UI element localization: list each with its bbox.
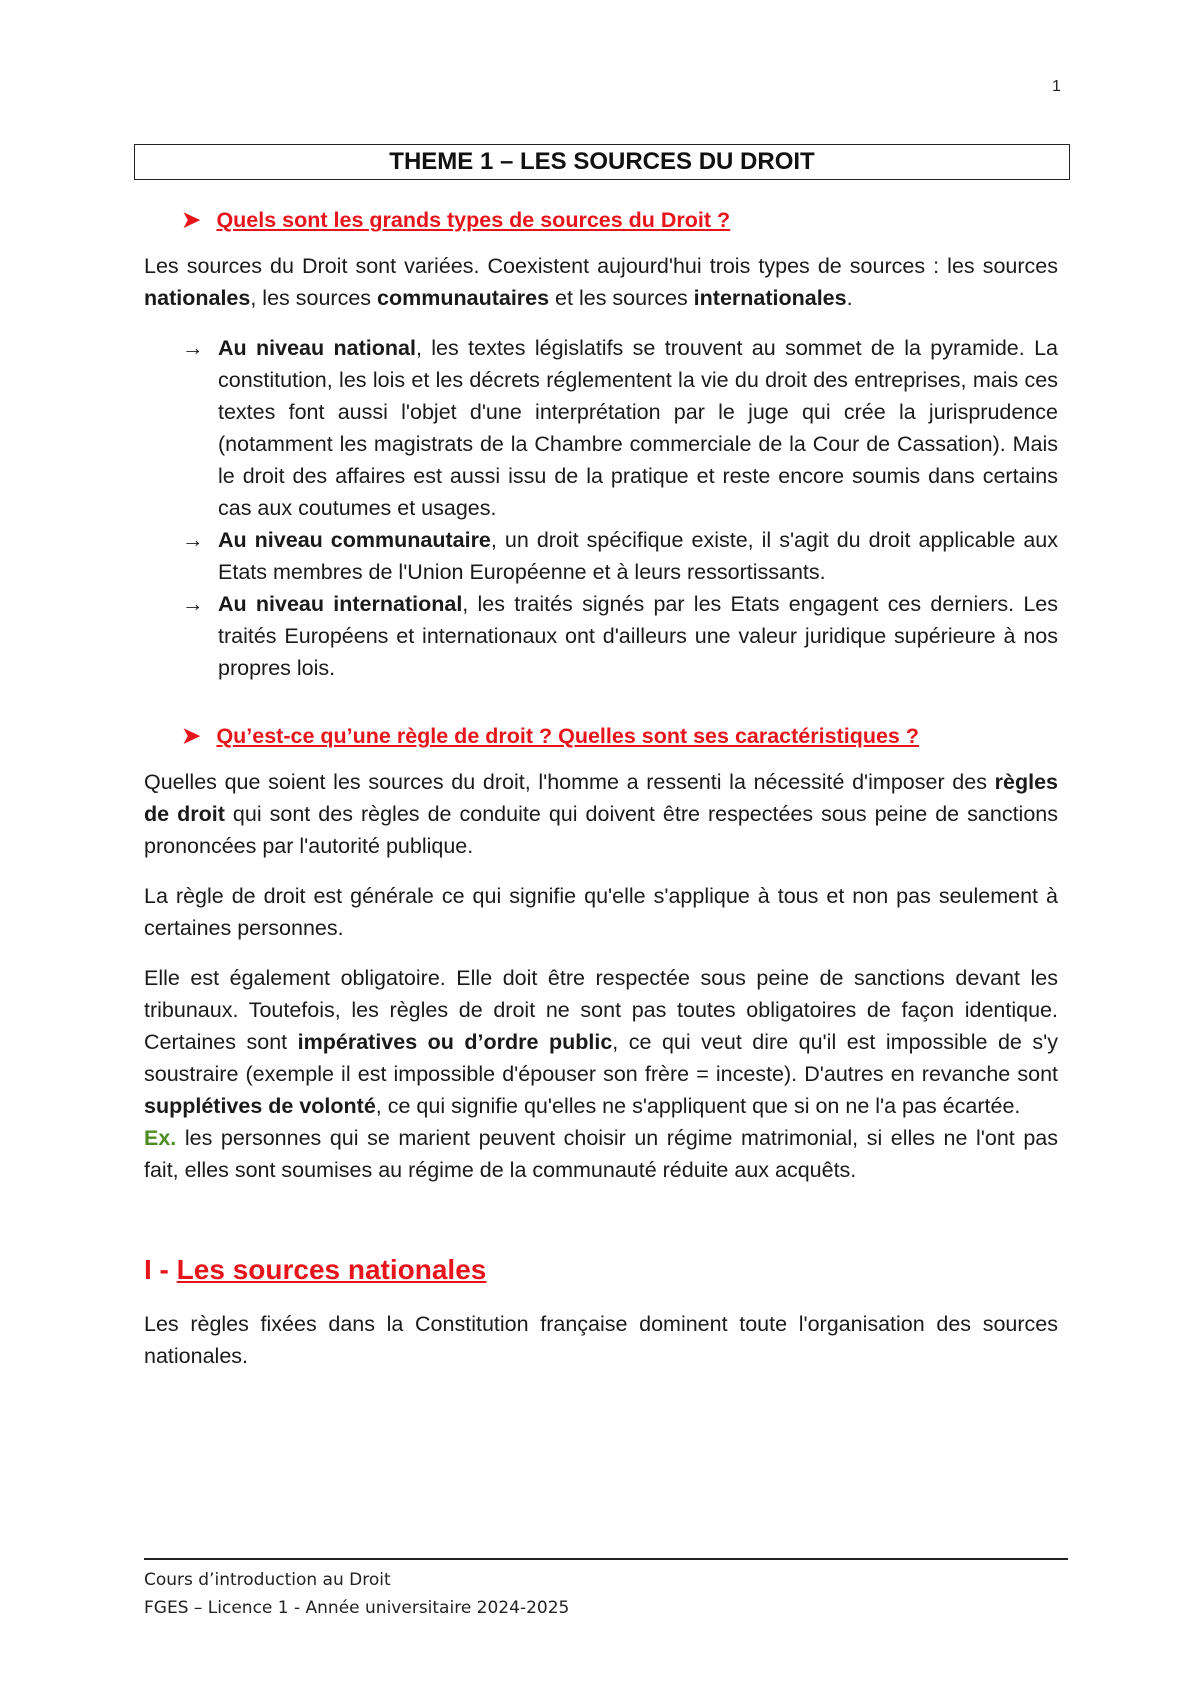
list-item <box>144 588 1058 684</box>
section-number: I - <box>144 1254 177 1285</box>
example-text: les personnes qui se marient peuvent choisir un régime matrimonial, si elles ne l'ont pas fait, elles sont soumises au régime de la communauté réduite aux acquêts. <box>144 1126 1058 1182</box>
intro-bold-nationales: nationales <box>144 286 251 310</box>
intro-text-2: , les sources <box>250 286 378 310</box>
page-title: THEME 1 – LES SOURCES DU DROIT <box>134 144 1070 180</box>
question-1-text: Quels sont les grands types de sources du Droit ? <box>216 208 731 232</box>
question-heading-1 <box>182 204 1058 236</box>
section-heading <box>144 1254 1058 1286</box>
para3-bold-imperatives: impératives ou d’ordre public <box>297 1030 613 1054</box>
para3-text-3: , ce qui signifie qu'elles ne s'appliquent que si on ne l'a pas écartée. <box>375 1094 1021 1118</box>
intro-text-1: Les sources du Droit sont variées. Coexistent aujourd'hui trois types de sources : les sources <box>144 254 1058 278</box>
footer-divider <box>144 1558 1068 1560</box>
list-item-bold: Au niveau national <box>218 336 416 360</box>
intro-bold-internationales: internationales <box>693 286 847 310</box>
page-number: 1 <box>1052 78 1061 95</box>
example-label: Ex. <box>144 1126 177 1150</box>
page-footer <box>144 1566 569 1622</box>
right-arrow-icon: → <box>182 528 204 552</box>
right-arrow-icon: → <box>182 336 204 360</box>
intro-text-3: et les sources <box>549 286 694 310</box>
list-item <box>144 524 1058 588</box>
footer-program-year: FGES – Licence 1 - Année universitaire 2024-2025 <box>144 1598 570 1618</box>
general-rule-paragraph: La règle de droit est générale ce qui signifie qu'elle s'applique à tous et non pas seulement à certaines personnes. <box>144 884 1058 940</box>
para3-text-1: Elle est également obligatoire. Elle doit être respectée sous peine de sanctions devant les tribunaux. Toutefois, les règles de droit ne sont pas toutes obligatoires de façon identique. Certaines sont <box>144 966 1058 1054</box>
arrow-bullet-icon: ➤ <box>182 723 201 748</box>
list-item-bold: Au niveau international <box>218 592 463 616</box>
para3-text-2: , ce qui veut dire qu'il est impossible de s'y soustraire (exemple il est impossible d'épouser son frère = inceste). D'autres en revanche sont <box>144 1030 1058 1086</box>
list-item-text: , les traités signés par les Etats engagent ces derniers. Les traités Européens et internationaux ont d'ailleurs une valeur juridique supérieure à nos propres lois. <box>218 592 1058 680</box>
intro-text-4: . <box>846 286 853 310</box>
para1-bold: règles de droit <box>144 770 1058 826</box>
section-title: Les sources nationales <box>176 1254 487 1285</box>
obligatory-rule-paragraph <box>144 962 1058 1186</box>
list-item-text: , les textes législatifs se trouvent au sommet de la pyramide. La constitution, les lois et les décrets réglementent la vie du droit des entreprises, mais ces textes font aussi l'objet d'une interprétation par le juge qui crée la jurisprudence (notamment les magistrats de la Chambre commerciale de la Cour de Cassation). Mais le droit des affaires est aussi issu de la pratique et reste encore soumis dans certains cas aux coutumes et usages. <box>218 336 1058 520</box>
arrow-bullet-icon: ➤ <box>182 207 201 232</box>
section-paragraph: Les règles fixées dans la Constitution française dominent toute l'organisation des sources nationales. <box>144 1312 1058 1368</box>
question-heading-2 <box>182 720 1058 752</box>
para3-bold-suppletives: supplétives de volonté <box>144 1094 376 1118</box>
para1-text-1: Quelles que soient les sources du droit, l'homme a ressenti la nécessité d'imposer des <box>144 770 995 794</box>
question-2-text: Qu’est-ce qu’une règle de droit ? Quelles sont ses caractéristiques ? <box>216 724 919 748</box>
intro-paragraph <box>144 250 1058 314</box>
list-item-text: , un droit spécifique existe, il s'agit du droit applicable aux Etats membres de l'Union Européenne et à leurs ressortissants. <box>218 528 1058 584</box>
document-body <box>144 204 1058 1390</box>
para1-text-2: qui sont des règles de conduite qui doivent être respectées sous peine de sanctions prononcées par l'autorité publique. <box>144 802 1058 858</box>
intro-bold-communautaires: communautaires <box>377 286 550 310</box>
list-item-bold: Au niveau communautaire <box>218 528 491 552</box>
right-arrow-icon: → <box>182 592 204 616</box>
footer-course-name: Cours d’introduction au Droit <box>144 1570 391 1590</box>
source-levels-list <box>144 332 1058 684</box>
list-item <box>144 332 1058 524</box>
rule-definition-paragraph <box>144 766 1058 862</box>
